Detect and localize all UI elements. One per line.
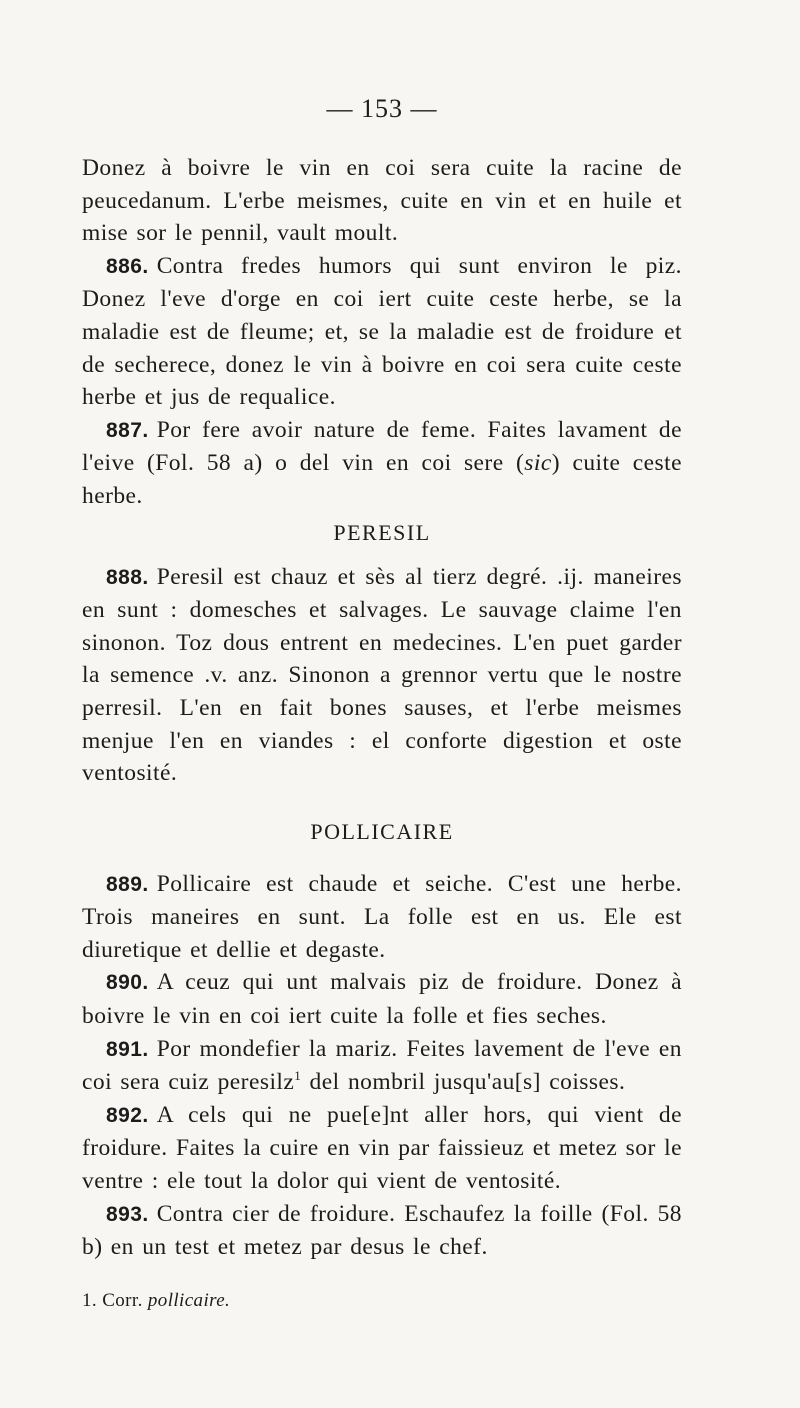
paragraph-887 bbox=[82, 414, 682, 513]
paragraph-892 bbox=[82, 1099, 682, 1198]
paragraph-text: Contra cier de froidure. Eschaufez la foille (Fol. 58 b) en un test et metez par desus le chef. bbox=[82, 1200, 682, 1261]
footnote-label: 1. Corr. bbox=[82, 1289, 143, 1311]
paragraph-number: 890. bbox=[106, 971, 149, 995]
paragraph-number: 888. bbox=[106, 565, 149, 589]
section-heading-peresil: PERESIL bbox=[333, 519, 431, 545]
footnote-word: pollicaire. bbox=[147, 1289, 231, 1311]
paragraph-888 bbox=[82, 561, 682, 790]
paragraph-text: Pollicaire est chaude et seiche. C'est une herbe. Trois maneires en sunt. La folle est en us. Ele est diuretique et dellie et degaste. bbox=[82, 870, 682, 963]
paragraph-text: A cels qui ne pue[e]nt aller hors, qui vient de froidure. Faites la cuire en vin par faissieuz et metez sor le ventre : ele tout la dolor qui vient de ventosité. bbox=[82, 1101, 682, 1195]
paragraph-text: Donez à boivre le vin en coi sera cuite la racine de peucedanum. L'erbe meismes, cuite en vin et en huile et mise sor le pennil, vault moult. bbox=[82, 155, 682, 247]
paragraph-text: del nombril jusqu'au[s] coisses. bbox=[301, 1069, 626, 1096]
sic-marker: sic bbox=[524, 450, 552, 477]
paragraph-number: 891. bbox=[106, 1037, 149, 1061]
paragraph-886 bbox=[82, 250, 682, 414]
page-number: — 153 — bbox=[326, 94, 438, 123]
paragraph-number: 887. bbox=[106, 418, 149, 442]
paragraph-893 bbox=[82, 1198, 682, 1264]
paragraph-number: 893. bbox=[106, 1202, 149, 1226]
section-heading-pollicaire: POLLICAIRE bbox=[310, 818, 454, 844]
paragraph-text: Por fere avoir nature de feme. Faites lavament de l'eive (Fol. 58 a) o del vin en coi sere ( bbox=[82, 416, 682, 477]
footnote bbox=[82, 1290, 682, 1312]
paragraph-890 bbox=[82, 966, 682, 1032]
footnote-reference: 1 bbox=[294, 1068, 302, 1084]
paragraph-text: Contra fredes humors qui sunt environ le piz. Donez l'eve d'orge en coi iert cuite ceste herbe, se la maladie est de fleume; et, se la maladie est de froidure et de secherece, donez le vin à boivre en coi sera cuite ceste herbe et jus de requalice. bbox=[82, 252, 682, 411]
paragraph-number: 886. bbox=[106, 254, 149, 278]
paragraph-891 bbox=[82, 1033, 682, 1099]
paragraph-text: ) cuite ceste herbe. bbox=[82, 450, 682, 509]
paragraph-intro bbox=[82, 152, 682, 250]
paragraph-number: 889. bbox=[106, 872, 149, 896]
paragraph-text: Peresil est chauz et sès al tierz degré. .ij. maneires en sunt : domesches et salvages. Le sauvage claime l'en sinonon. Toz dous entrent en medecines. L'en puet garder la semence .v. anz. Sinonon a grennor vertu que le nostre perresil. L'en en fait bones sauses, et l'erbe meismes menjue l'en en viandes : el conforte digestion et oste ventosité. bbox=[82, 563, 682, 787]
paragraph-text: A ceuz qui unt malvais piz de froidure. Donez à boivre le vin en coi iert cuite la folle et fies seches. bbox=[82, 969, 682, 1030]
paragraph-number: 892. bbox=[106, 1103, 149, 1127]
paragraph-889 bbox=[82, 868, 682, 967]
paragraph-text: Por mondefier la mariz. Feites lavement de l'eve en coi sera cuiz peresilz bbox=[82, 1035, 682, 1096]
